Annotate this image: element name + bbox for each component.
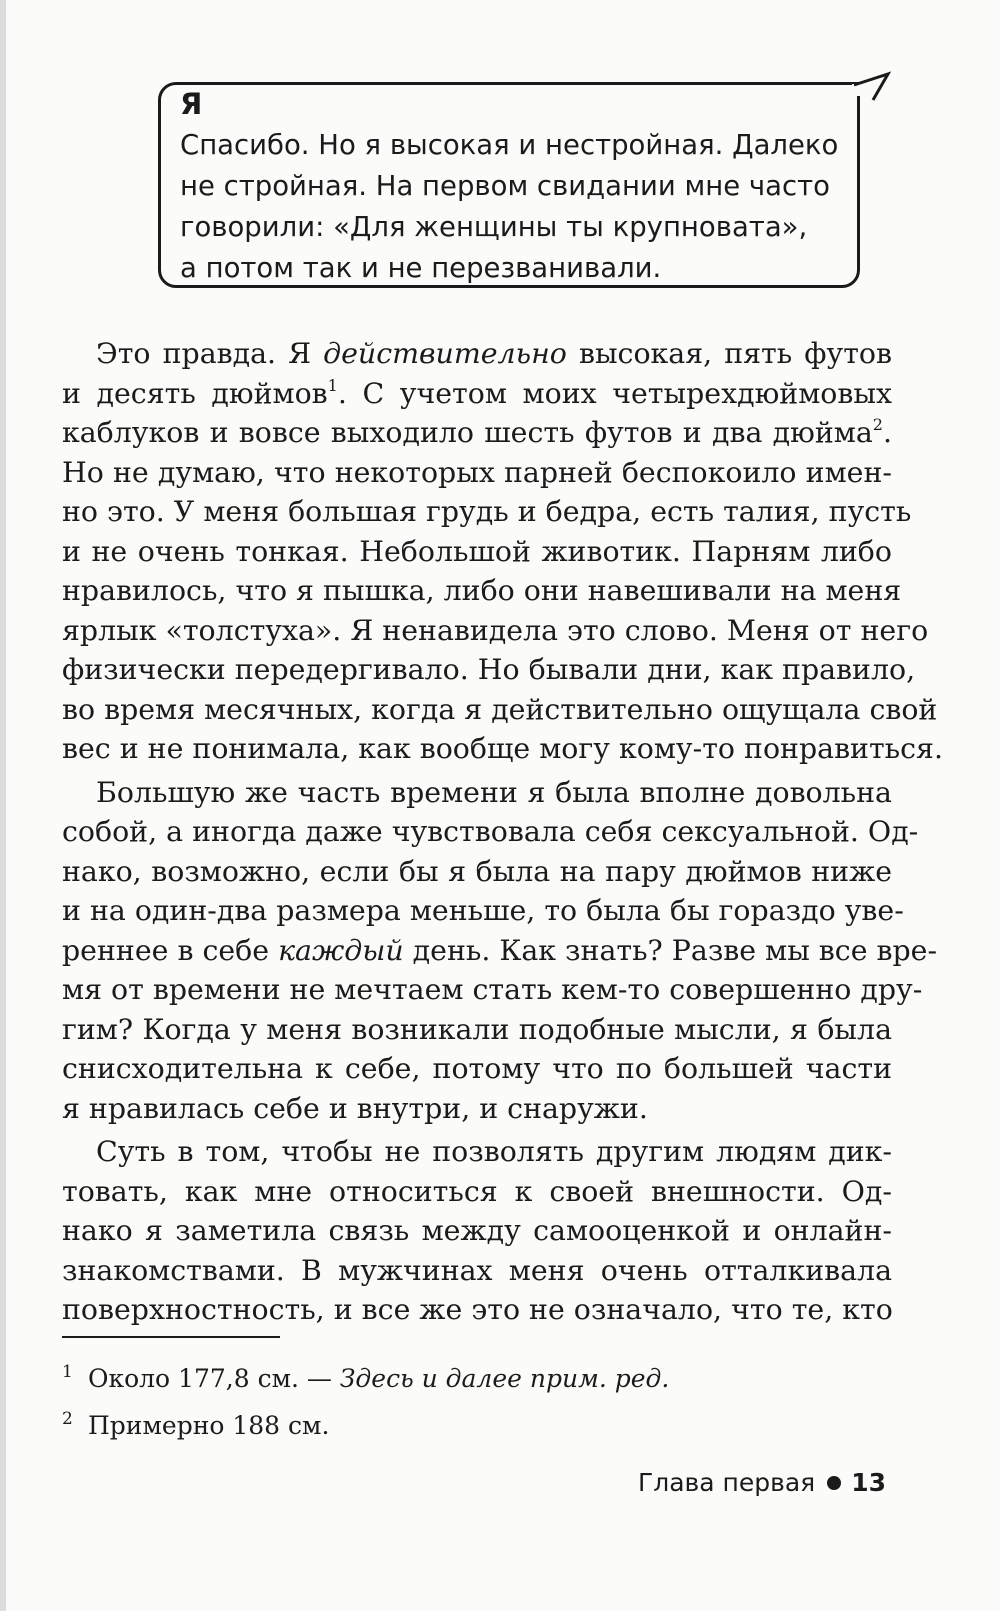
bubble-line-4: а потом так и не перезванивали. (180, 252, 662, 284)
footnotes (62, 1352, 892, 1446)
text-line (62, 931, 938, 971)
bubble-line-2: не стройная. На первом свидании мне часто (180, 170, 830, 202)
footnote-number: 2 (62, 1409, 73, 1429)
running-footer (638, 1466, 886, 1500)
text-line: нако я заметила связь между самооценкой и онлайн- (62, 1214, 892, 1247)
text-line: нравилось, что я пышка, либо они навешивали на меня (62, 574, 902, 607)
footnote-ref-2[interactable]: 2 (872, 415, 883, 434)
page-number: 13 (851, 1468, 886, 1497)
body-text (62, 334, 943, 1334)
text-line: я нравилась себе и внутри, и снаружи. (62, 1091, 648, 1125)
chat-bubble-content (180, 84, 870, 289)
text-line: снисходительна к себе, потому что по большей части (62, 1052, 892, 1085)
text-line: гим? Когда у меня возникали подобные мысли, я была (62, 1012, 892, 1046)
text-line (62, 374, 892, 414)
footnote-text: Около 177,8 см. — (88, 1364, 340, 1393)
bubble-speaker: Я (180, 87, 203, 121)
footnote-number: 1 (62, 1362, 73, 1382)
bullet-icon (827, 1476, 841, 1490)
text-run: день. Как знать? Разве мы все вре- (403, 933, 938, 967)
text-line: товать, как мне относиться к своей внешности. Од- (62, 1174, 892, 1208)
paragraph-3 (62, 1132, 892, 1330)
footnote-rule (62, 1336, 280, 1338)
text-line: и не очень тонкая. Небольшой животик. Парням либо (62, 534, 892, 568)
bubble-line-1: Спасибо. Но я высокая и нестройная. Далеко (180, 129, 839, 161)
text-line: и на один-два размера меньше, то была бы гораздо уве- (62, 894, 904, 927)
text-line: Большую же часть времени я была вполне довольна (96, 775, 892, 809)
page-edge-shadow (0, 0, 6, 1611)
text-line: мя от времени не мечтаем стать кем-то совершенно дру- (62, 973, 923, 1006)
italic-run: каждый (278, 933, 404, 967)
text-line: вес и не понимала, как вообще могу кому-то понравиться. (62, 732, 943, 765)
text-run: каблуков и вовсе выходило шесть футов и два дюйма (62, 416, 873, 449)
italic-run: действительно (323, 337, 567, 370)
text-line: Но не думаю, что некоторых парней беспокоило имен- (62, 455, 892, 489)
text-line: ярлык «толстуха». Я ненавидела это слово. Меня от него (62, 613, 929, 647)
footnote-2 (62, 1399, 892, 1446)
text-line: Суть в том, чтобы не позволять другим людям дик- (96, 1135, 892, 1168)
text-line: знакомствами. В мужчинах меня очень отталкивала (62, 1253, 892, 1287)
text-run: высокая, пять футов (566, 337, 892, 370)
text-line (62, 413, 892, 453)
paragraph-2 (62, 773, 938, 1129)
text-run: . (882, 416, 892, 449)
footnote-ref-1[interactable]: 1 (327, 375, 338, 395)
text-line: собой, а иногда даже чувствовала себя сексуальной. Од- (62, 815, 919, 848)
footnote-text: Примерно 188 см. (88, 1411, 330, 1440)
text-run: Это правда. Я (96, 337, 324, 370)
text-run: реннее в себе (62, 933, 279, 967)
text-line: физически передергивало. Но бывали дни, как правило, (62, 653, 916, 686)
text-line: но это. У меня большая грудь и бедра, есть талия, пусть (62, 495, 912, 528)
text-line: поверхностность, и все же это не означало, что те, кто (62, 1293, 893, 1326)
text-line: во время месячных, когда я действительно ощущала свой (62, 692, 938, 726)
footnote-note: Здесь и далее прим. ред. (339, 1364, 670, 1393)
text-line (62, 334, 892, 374)
text-run: . С учетом моих четырехдюймовых (337, 376, 892, 410)
bubble-line-3: говорили: «Для женщины ты крупновата», (180, 211, 808, 243)
text-line: нако, возможно, если бы я была на пару дюймов ниже (62, 854, 892, 888)
text-run: и десять дюймов (62, 376, 328, 410)
paragraph-1 (62, 334, 943, 769)
footnote-1 (62, 1352, 892, 1399)
chapter-title: Глава первая (637, 1468, 816, 1497)
